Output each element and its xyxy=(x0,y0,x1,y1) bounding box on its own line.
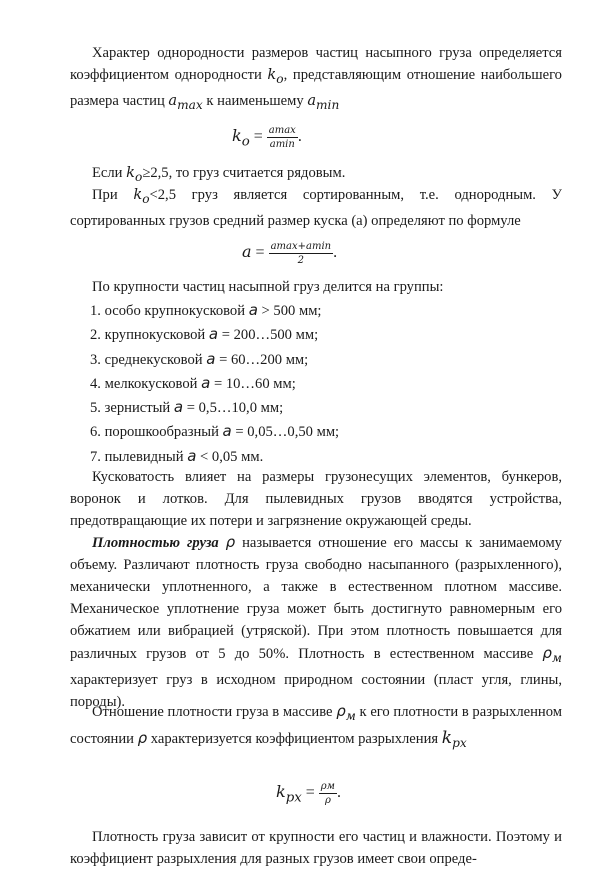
list-item: 4. мелкокусковой a = 10…60 мм; xyxy=(90,373,296,392)
list-item: 6. порошкообразный a = 0,05…0,50 мм; xyxy=(90,422,340,441)
paragraph-uniformity: Характер однородности размеров частиц насыпного груза определяется коэффициентом однородности $k_о$, представляющим отношение наибольшего размера частиц $a_{max}$ к наименьшему $a_{min}$ xyxy=(70,45,562,112)
paragraph-loosening-coefficient: Отношение плотности груза в массиве $\rho_м$ к его плотности в разрыхленном состоянии ρ характеризуется коэффициентом разрыхления $k_{рх}$ xyxy=(70,702,562,750)
formula-uniformity-coefficient: $k_о$ = $\frac{amax}{amin}$ . xyxy=(232,125,302,150)
paragraph-sorted-cargo: При $k_о<2,5$ груз является сортированным, т.е. однородным. У сортированных грузов средний размер куска (а) определяют по формуле xyxy=(70,186,562,229)
symbol-k: k xyxy=(267,66,277,83)
symbol-a-max: a xyxy=(168,91,178,109)
term-density: Плотностью груза xyxy=(92,535,219,551)
size-groups-list xyxy=(90,298,339,468)
list-item: 1. особо крупнокусковой a > 500 мм; xyxy=(90,301,322,319)
paragraph-density-dependence: Плотность груза зависит от крупности его частиц и влажности. Поэтому и коэффициент разрыхления для разных грузов имеет свои опреде- xyxy=(70,829,562,867)
formula-loosening-coefficient: $k_{рх}$ = $\frac{\rho м}{\rho}$ . xyxy=(276,781,341,806)
list-item: 7. пылевидный a < 0,05 мм. xyxy=(90,446,264,465)
list-item: 2. крупнокусковой a = 200…500 мм; xyxy=(90,325,319,344)
paragraph-density: Плотностью груза ρ называется отношение его массы к занимаемому объему. Различают плотность груза свободно насыпанного (разрыхленного), механически уплотненного, а также в естественном плотном массиве. Механическое уплотнение груза может быть достигнуто равномерным его обжатием или вибрацией (утряской). При этом плотность повышается для различных грузов от 5 до 50%. Плотность в естественном массиве $\rho_м$ характеризует груз в исходном природном состоянии (пласт угля, глины, породы). xyxy=(70,533,562,710)
symbol-a-min: a xyxy=(307,91,317,109)
paragraph-ordinary-cargo: Если $k_о\ge 2,5$, то груз считается рядовым. xyxy=(92,164,346,184)
formula-average-size: a = $\frac{amax+amin}{2}$ . xyxy=(242,241,338,266)
paragraph-groups-intro: По крупности частиц насыпной груз делится на группы: xyxy=(92,279,444,295)
list-item: 3. среднекусковой a = 60…200 мм; xyxy=(90,349,309,368)
list-item: 5. зернистый a = 0,5…10,0 мм; xyxy=(90,398,284,417)
paragraph-lumpiness: Кусковатость влияет на размеры грузонесущих элементов, бункеров, воронок и лотков. Для пылевидных грузов вводятся устройства, предотвращающие их потери и загрязнение окружающей среды. xyxy=(70,469,562,529)
